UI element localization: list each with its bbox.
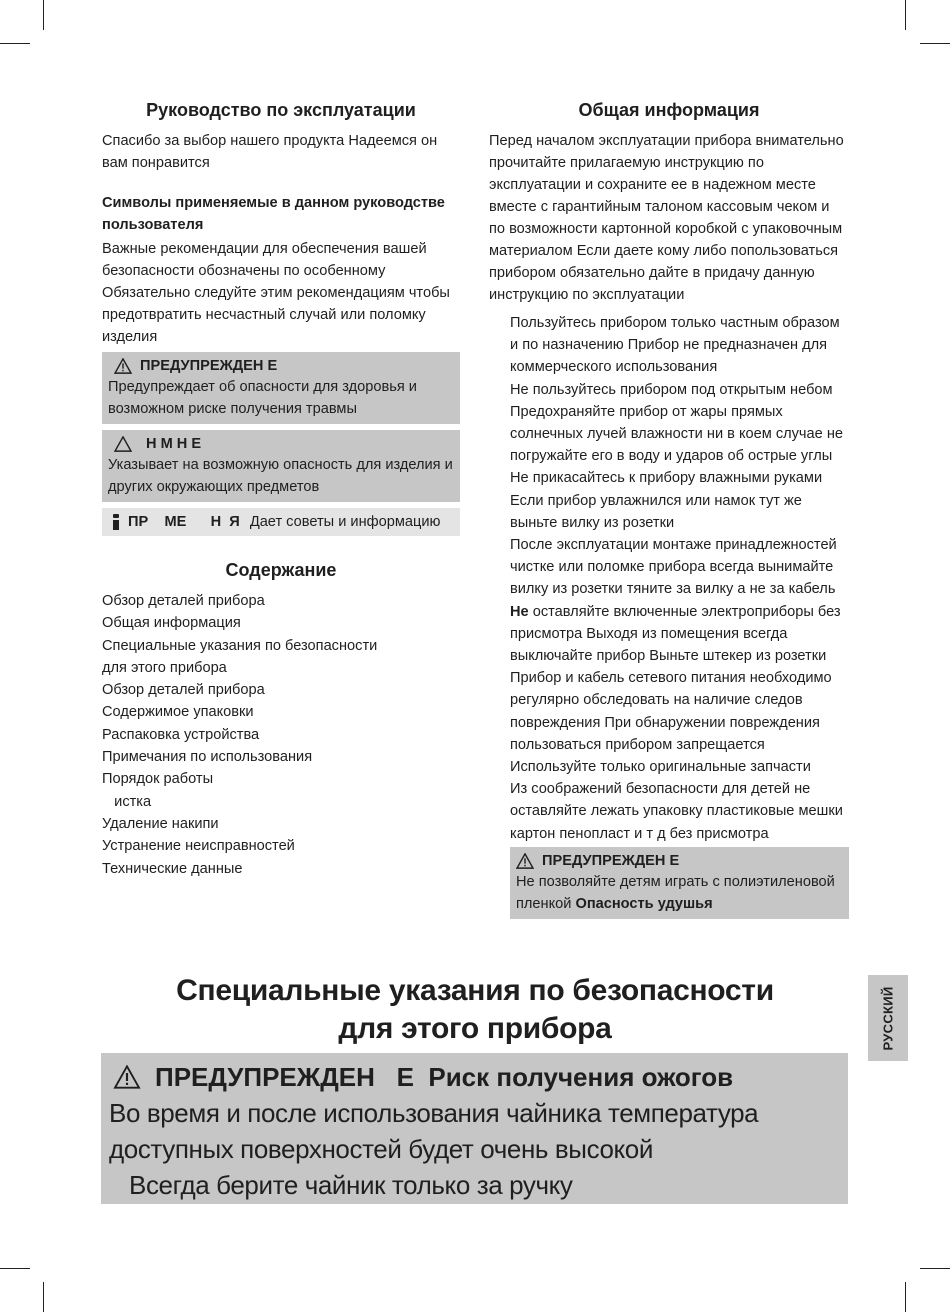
list-item: Используйте только оригинальные запчасти	[510, 759, 811, 776]
crop-mark	[920, 43, 950, 44]
toc-item: истка	[102, 793, 152, 810]
warning-text: Предупреждает об опасности для здоровья и возможном риске получения травмы	[108, 379, 417, 417]
info-icon	[112, 514, 120, 530]
language-tab	[868, 975, 908, 1061]
left-column	[102, 98, 460, 880]
manual-title: Руководство по эксплуатации	[146, 100, 416, 120]
toc-title: Содержание	[225, 560, 337, 580]
caution-label: Н М Н Е	[146, 436, 202, 452]
crop-mark	[43, 0, 44, 30]
warning-box	[102, 352, 460, 424]
list-item	[510, 601, 849, 668]
caution-box	[102, 430, 460, 502]
crop-mark	[905, 1282, 906, 1312]
list-item: Пользуйтесь прибором только частным образом и по назначению Прибор не предназначен для коммерческого использования	[510, 315, 840, 376]
warning-triangle-icon	[113, 1065, 141, 1089]
warning-bold-text: Опасность удушья	[575, 895, 713, 912]
toc-item: Порядок работы	[102, 771, 214, 788]
burn-warning-instruction: Всегда берите чайник только за ручку	[129, 1170, 573, 1200]
safety-title-line2: для этого прибора	[338, 1012, 612, 1045]
warning-label: ПРЕДУПРЕЖДЕН Е	[542, 852, 680, 869]
crop-mark	[920, 1268, 950, 1269]
safety-section-title	[100, 972, 850, 1048]
safety-title-line1: Специальные указания по безопасности	[176, 974, 774, 1007]
right-column	[489, 98, 849, 919]
symbols-title: Символы применяемые в данном руководстве пользователя	[102, 195, 445, 233]
note-text: Дает советы и информацию	[249, 514, 441, 530]
crop-mark	[905, 0, 906, 30]
toc-item: для этого прибора	[102, 659, 227, 676]
note-box	[102, 508, 460, 536]
item-text: оставляйте включенные электроприборы без присмотра Выходя из помещения всегда выключайте прибор Выньте штекер из розетки	[510, 603, 841, 665]
toc-item: Содержимое упаковки	[102, 704, 254, 721]
toc-item: Обзор деталей прибора	[102, 682, 265, 699]
toc-item: Устранение неисправностей	[102, 838, 295, 855]
crop-mark	[0, 1268, 30, 1269]
toc-item: Распаковка устройства	[102, 726, 260, 743]
toc-item: Удаление накипи	[102, 815, 219, 832]
crop-mark	[43, 1282, 44, 1312]
burn-warning-text: Во время и после использования чайника температура доступных поверхностей будет очень высокой	[109, 1098, 759, 1164]
symbols-text: Важные рекомендации для обеспечения вашей безопасности обозначены по особенному Обязательно следуйте этим рекомендациям чтобы предотвратить несчастный случай или поломку изделия	[102, 241, 450, 345]
general-info-title: Общая информация	[578, 100, 760, 120]
language-label: РУССКИЙ	[880, 985, 896, 1051]
toc-item: Технические данные	[102, 860, 243, 877]
intro-text: Спасибо за выбор нашего продукта Надеемся он вам понравится	[102, 133, 438, 171]
toc-item: Специальные указания по безопасности	[102, 637, 378, 654]
warning-triangle-icon	[516, 853, 534, 869]
note-label: ПР МЕ Н Я	[128, 514, 240, 530]
safety-items	[489, 312, 849, 919]
warning-triangle-icon	[114, 358, 132, 374]
toc-list	[102, 590, 460, 880]
caution-text: Указывает на возможную опасность для изделия и других окружающих предметов	[108, 457, 453, 495]
caution-triangle-icon	[114, 436, 132, 452]
toc-item: Общая информация	[102, 615, 241, 632]
item-bold: Не	[510, 603, 529, 620]
warning-text: Не позволяйте детям играть с полиэтиленовой пленкой	[516, 873, 835, 912]
list-item: Из соображений безопасности для детей не оставляйте лежать упаковку пластиковые мешки картон пенопласт и т д без присмотра	[510, 781, 843, 842]
list-item: Не пользуйтесь прибором под открытым небом Предохраняйте прибор от жары прямых солнечных лучей влажности ни в коем случае не погружайте его в воду и ударов об острые углы Не прикасайтесь к прибору влажными руками Если прибор увлажнился или намок тут же выньте вилку из розетки	[510, 381, 843, 531]
warning-text-wrap	[516, 871, 843, 915]
crop-mark	[0, 43, 30, 44]
list-item: Прибор и кабель сетевого питания необходимо регулярно обследовать на наличие следов повреждения При обнаружении повреждения пользоваться прибором запрещается	[510, 670, 832, 753]
toc-item: Обзор деталей прибора	[102, 593, 265, 609]
warning-label: ПРЕДУПРЕЖДЕН Е	[140, 358, 278, 374]
list-item: После эксплуатации монтаже принадлежностей чистке или поломке прибора всегда вынимайте вилку из розетки тяните за вилку а не за кабель	[510, 537, 837, 598]
burn-warning-box	[101, 1053, 848, 1204]
toc-item: Примечания по использования	[102, 749, 313, 766]
burn-warning-label: ПРЕДУПРЕЖДЕН Е Риск получения ожогов	[155, 1062, 734, 1092]
children-warning-box	[510, 847, 849, 919]
general-intro: Перед началом эксплуатации прибора внимательно прочитайте прилагаемую инструкцию по эксплуатации и сохраните ее в надежном месте вместе с гарантийным талоном кассовым чеком и по возможности картонной коробкой с упаковочным материалом Если даете кому либо попользоваться прибором обязательно дайте в придачу данную инструкцию по эксплуатации	[489, 133, 844, 303]
